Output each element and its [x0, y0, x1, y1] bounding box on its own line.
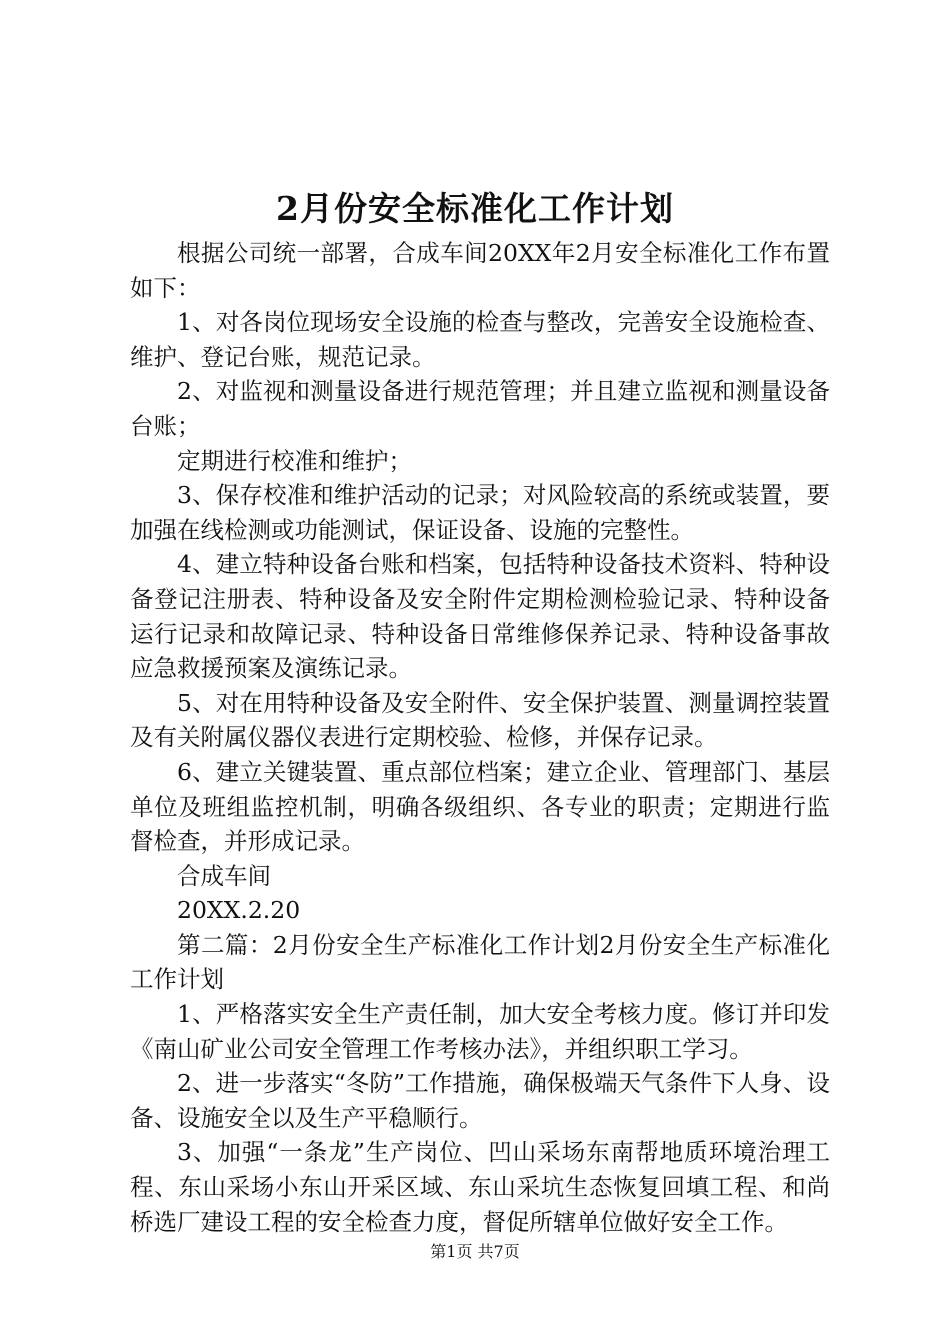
section-two-item-2: 2、进一步落实“冬防”工作措施，确保极端天气条件下人身、设备、设施安全以及生产平稳顺行。: [130, 1069, 830, 1132]
paragraph-item-1: 1、对各岗位现场安全设施的检查与整改，完善安全设施检查、维护、登记台账，规范记录。: [130, 308, 830, 371]
paragraph-item-2: 2、对监视和测量设备进行规范管理；并且建立监视和测量设备台账；: [130, 377, 830, 440]
document-body: [130, 236, 830, 1239]
paragraph-item-4: 4、建立特种设备台账和档案，包括特种设备技术资料、特种设备登记注册表、特种设备及安全附件定期检测检验记录、特种设备运行记录和故障记录、特种设备日常维修保养记录、特种设备事故应急救援预案及演练记录。: [130, 550, 830, 683]
signature-date: 20XX.2.20: [177, 896, 301, 925]
paragraph-item-5: 5、对在用特种设备及安全附件、安全保护装置、测量调控装置及有关附属仪器仪表进行定期校验、检修，并保存记录。: [130, 688, 830, 752]
section-two-heading: 第二篇：2月份安全生产标准化工作计划2月份安全生产标准化工作计划: [130, 930, 830, 994]
paragraph-item-2-continued: 定期进行校准和维护；: [177, 446, 412, 475]
section-two-item-1: 1、严格落实安全生产责任制，加大安全考核力度。修订并印发《南山矿业公司安全管理工作考核办法》，并组织职工学习。: [130, 1000, 830, 1063]
section-two-item-3: 3、加强“一条龙”生产岗位、凹山采场东南帮地质环境治理工程、东山采场小东山开采区域、东山采坑生态恢复回填工程、和尚桥选厂建设工程的安全检查力度，督促所辖单位做好安全工作。: [130, 1138, 830, 1236]
page-number-footer: 第1页 共7页: [430, 1242, 520, 1261]
paragraph-intro: 根据公司统一部署，合成车间20XX年2月安全标准化工作布置如下：: [130, 239, 830, 302]
signature-department: 合成车间: [177, 861, 271, 890]
paragraph-item-6: 6、建立关键装置、重点部位档案；建立企业、管理部门、基层单位及班组监控机制，明确各级组织、各专业的职责；定期进行监督检查，并形成记录。: [130, 757, 830, 856]
document-title: 2月份安全标准化工作计划: [276, 189, 674, 228]
paragraph-item-3: 3、保存校准和维护活动的记录；对风险较高的系统或装置，要加强在线检测或功能测试，保证设备、设施的完整性。: [130, 481, 830, 544]
